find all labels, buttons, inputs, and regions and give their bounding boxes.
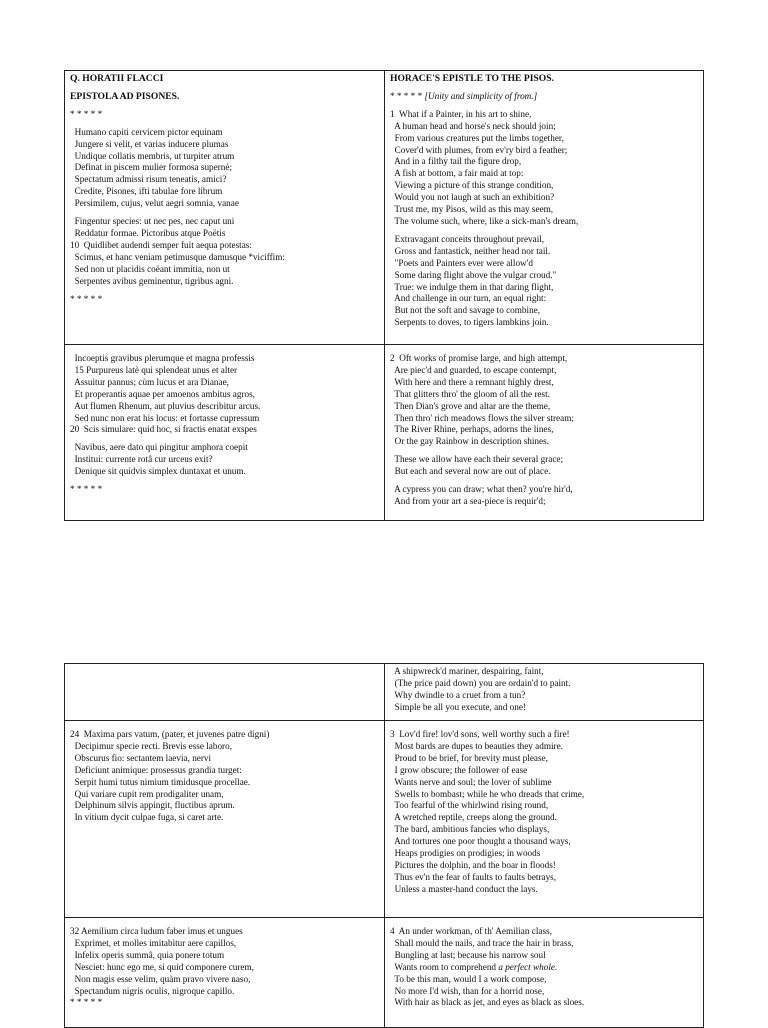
- verse-line: Then thro' rich meadows flows the silver stream;: [390, 412, 574, 423]
- verse-line: Reddatur formae. Pictoribus atque Poëtis: [70, 227, 226, 238]
- verse-line: Humano capiti cervicem pictor equinam: [70, 126, 223, 137]
- verse-line: Then Dian's grove and altar are the theme,: [390, 400, 551, 411]
- table-row: [65, 71, 703, 345]
- verse-line: (The price paid down) you are ordain'd to paint.: [390, 677, 571, 688]
- verse-line: True: we indulge them in that daring flight,: [390, 281, 554, 292]
- verse-line: Qui variare cupit rem prodigaliter unam,: [70, 788, 224, 799]
- verse-line: Bungling at last; because his narrow soul: [390, 949, 546, 960]
- verse-line: And tortures one poor thought a thousand ways,: [390, 836, 571, 847]
- italic-phrase: a perfect whole.: [498, 961, 558, 972]
- section-heading: Q. HORATII FLACCI: [70, 73, 164, 84]
- verse-line: Thus ev'n the fear of faults to faults betrays,: [390, 871, 557, 882]
- verse-line: But each and several now are out of place.: [390, 466, 551, 477]
- verse-line: Cover'd with plumes, from ev'ry bird a feather;: [390, 144, 568, 155]
- verse-line: Simple be all you execute, and one!: [390, 701, 526, 712]
- verse-line: 32 Aemilium circa ludum faber imus et ungues: [70, 926, 243, 936]
- verse-line: Incoeptis gravibus plerumque et magna professis: [70, 353, 255, 363]
- verse-line: Serpit humi tutus nimium timidusque procellae.: [70, 776, 251, 787]
- verse-line: Serpents to doves, to tigers lambkins join.: [390, 317, 549, 328]
- verse-line: Swells to bombast; while he who dreads that crime,: [390, 788, 585, 799]
- verse-line: Are piec'd and guarded, to escape contempt,: [390, 364, 557, 375]
- english-text-cell: [385, 721, 703, 917]
- verse-line: With here and there a remnant highly drest,: [390, 376, 554, 387]
- verse-line: Wants nerve and soul; the lover of sublime: [390, 776, 552, 787]
- verse-line: Shall mould the nails, and trace the hair in brass,: [390, 937, 574, 948]
- verse-line: * * * * *: [70, 293, 103, 304]
- verse-line: Delphinum silvis appingit, fluctibus aprum.: [70, 800, 235, 811]
- verse-line: * * * * *: [70, 997, 103, 1008]
- verse-line: Why dwindle to a cruet from a tun?: [390, 689, 526, 700]
- verse-line: Non magis esse velim, quàm pravo vivere naso,: [70, 973, 251, 984]
- verse-line: Deficiunt animique: prosessus grandia turget:: [70, 764, 242, 775]
- verse-line: That glitters thro' the gloom of all the rest.: [390, 388, 550, 399]
- verse-line: 24 Maxima pars vatum, (pater, et juvenes patre digni): [70, 729, 270, 739]
- verse-line: Decipimur specie recti. Brevis esse laboro,: [70, 740, 233, 751]
- verse-line: In vitium dycit culpae fuga, si caret arte.: [70, 812, 224, 823]
- latin-text-cell: [65, 664, 385, 720]
- section-heading: EPISTOLA AD PISONES.: [70, 90, 180, 102]
- verse-line: Assuitur pannus; cùm lucus et ara Dianae,: [70, 376, 229, 387]
- verse-line: Unless a master-hand conduct the lays.: [390, 883, 538, 894]
- latin-text-cell: [65, 721, 385, 917]
- latin-text-cell: [65, 71, 385, 344]
- table-row: [65, 664, 703, 721]
- verse-line: 15 Purpureus latè qui splendeat unus et alter: [70, 364, 238, 375]
- verse-line: A human head and horse's neck should join;: [390, 120, 556, 131]
- verse-line: * * * * * [Unity and simplicity of from.]: [390, 90, 538, 101]
- verse-line: Persimilem, cujus, velut aegri somnia, vanae: [70, 198, 239, 209]
- verse-line: Most bards are dupes to beauties they admire.: [390, 740, 563, 751]
- verse-line: And challenge in our turn, an equal right:: [390, 293, 547, 304]
- verse-line: Serpentes avibus geminentur, tigribus agni.: [70, 275, 234, 286]
- table-row: [65, 721, 703, 918]
- verse-line: Obscurus fio: sectantem laevia, nervi: [70, 752, 212, 763]
- verse-line: The volume such, where, like a sick-man's dream,: [390, 215, 579, 226]
- verse-line: Wants room to comprehend a perfect whole.: [390, 961, 558, 972]
- poem-table-1: [64, 70, 704, 521]
- verse-line: Spectatum admissi risum teneatis, amici?: [70, 174, 227, 185]
- verse-line: Scimus, et hanc veniam petimusque damusque *viciffim:: [70, 251, 285, 262]
- verse-line: Some daring flight above the vulgar croud.": [390, 269, 557, 280]
- verse-line: 4 An under workman, of th' Aemilian class,: [390, 926, 552, 936]
- verse-line: But not the soft and savage to combine,: [390, 305, 541, 316]
- verse-line: And in a filthy tail the figure drop,: [390, 156, 522, 167]
- verse-line: The bard, ambitious fancies who displays,: [390, 824, 550, 835]
- verse-line: Jungere si velit, et varias inducere plumas: [70, 138, 229, 149]
- verse-line: Denique sit quidvis simplex duntaxat et unum.: [70, 466, 246, 477]
- table-row: [65, 918, 703, 1028]
- verse-line: * * * * *: [70, 108, 103, 119]
- verse-line: Trust me, my Pisos, wild as this may seem,: [390, 204, 554, 215]
- english-text-cell: [385, 71, 703, 344]
- verse-line: Or the gay Rainbow in description shines.: [390, 436, 549, 447]
- english-text-cell: [385, 918, 703, 1027]
- verse-line: Proud to be brief, for brevity must please,: [390, 752, 548, 763]
- verse-line: Navibus, aere dato qui pingitur amphora coepit: [70, 442, 248, 453]
- verse-line: Sed non ut placidis coëant immitia, non ut: [70, 263, 230, 274]
- verse-line: Pictures the dolphin, and the boar in floods!: [390, 859, 556, 870]
- verse-line: To be this man, would I a work compose,: [390, 973, 547, 984]
- verse-line: 1 What if a Painter, in his art to shine,: [390, 108, 532, 119]
- verse-line: Exprimet, et molles imitabitur aere capillos,: [70, 937, 237, 948]
- verse-line: Sed nunc non erat his locus: et fortasse cupressum: [70, 412, 260, 423]
- verse-line: Gross and fantastick, neither head nor tail.: [390, 245, 551, 256]
- verse-line: No more I'd wish, than for a horrid nose,: [390, 985, 545, 996]
- verse-line: Credite, Pisones, ifti tabulae fore librum: [70, 186, 223, 197]
- table-row: [65, 345, 703, 521]
- verse-line: Viewing a picture of this strange condition,: [390, 180, 554, 191]
- verse-line: I grow obscure; the follower of ease: [390, 764, 528, 775]
- verse-line: "Poets and Painters ever were allow'd: [390, 257, 533, 268]
- verse-line: 3 Lov'd fire! lov'd sons, well worthy such a fire!: [390, 729, 570, 739]
- poem-table-2: [64, 663, 704, 1028]
- latin-text-cell: [65, 345, 385, 520]
- verse-line: Too fearful of the whirlwind rising round,: [390, 800, 549, 811]
- verse-line: Nesciet: hunc ego me, si quid componere curem,: [70, 961, 254, 972]
- verse-line: Undique collatis membris, ut turpiter atrum: [70, 150, 235, 161]
- verse-line: Et properantis aquae per amoenos ambitus agros,: [70, 388, 255, 399]
- verse-line: A shipwreck'd mariner, despairing, faint,: [390, 666, 544, 676]
- english-text-cell: [385, 664, 703, 720]
- section-heading: HORACE'S EPISTLE TO THE PISOS.: [390, 73, 554, 84]
- verse-line: From various creatures put the limbs together,: [390, 132, 564, 143]
- verse-line: Institui: currente rotâ cur urceus exit?: [70, 454, 213, 465]
- verse-line: Heaps prodigies on prodigies; in woods: [390, 848, 541, 859]
- verse-line: Infelix operis summâ, quia ponere totum: [70, 949, 225, 960]
- verse-line: These we allow have each their several grace;: [390, 454, 564, 465]
- verse-line: 20 Scis simulare: quid hoc, si fractis enatat exspes: [70, 424, 257, 435]
- english-text-cell: [385, 345, 703, 520]
- verse-line: Definat in piscem mulier formosa supernè;: [70, 162, 233, 173]
- verse-line: A cypress you can draw; what then? you're hir'd,: [390, 484, 573, 495]
- verse-line: Spectandum nigris oculis, nigroque capillo.: [70, 985, 235, 996]
- verse-line: The River Rhine, perhaps, adorns the lines,: [390, 424, 554, 435]
- verse-line: 10 Quidlibet audendi semper fuit aequa potestas:: [70, 239, 252, 250]
- verse-line: Aut flumen Rhenum, aut pluvius describitur arcus.: [70, 400, 261, 411]
- verse-line: * * * * *: [70, 484, 103, 495]
- verse-line: Fingentur species: ut nec pes, nec caput uni: [70, 216, 235, 227]
- verse-line: 2 Oft works of promise large, and high attempt,: [390, 353, 568, 363]
- verse-line: Extravagant conceits throughout prevail,: [390, 233, 545, 244]
- latin-text-cell: [65, 918, 385, 1027]
- italic-phrase: [Unity and simplicity of from.]: [424, 90, 538, 101]
- verse-line: And from your art a sea-piece is requir'd;: [390, 495, 546, 506]
- verse-line: With hair as black as jet, and eyes as black as sloes.: [390, 997, 585, 1008]
- verse-line: A wretched reptile, creeps along the ground.: [390, 812, 557, 823]
- verse-line: A fish at bottom, a fair maid at top:: [390, 168, 524, 179]
- verse-line: Would you not laugh at such an exhibition?: [390, 192, 555, 203]
